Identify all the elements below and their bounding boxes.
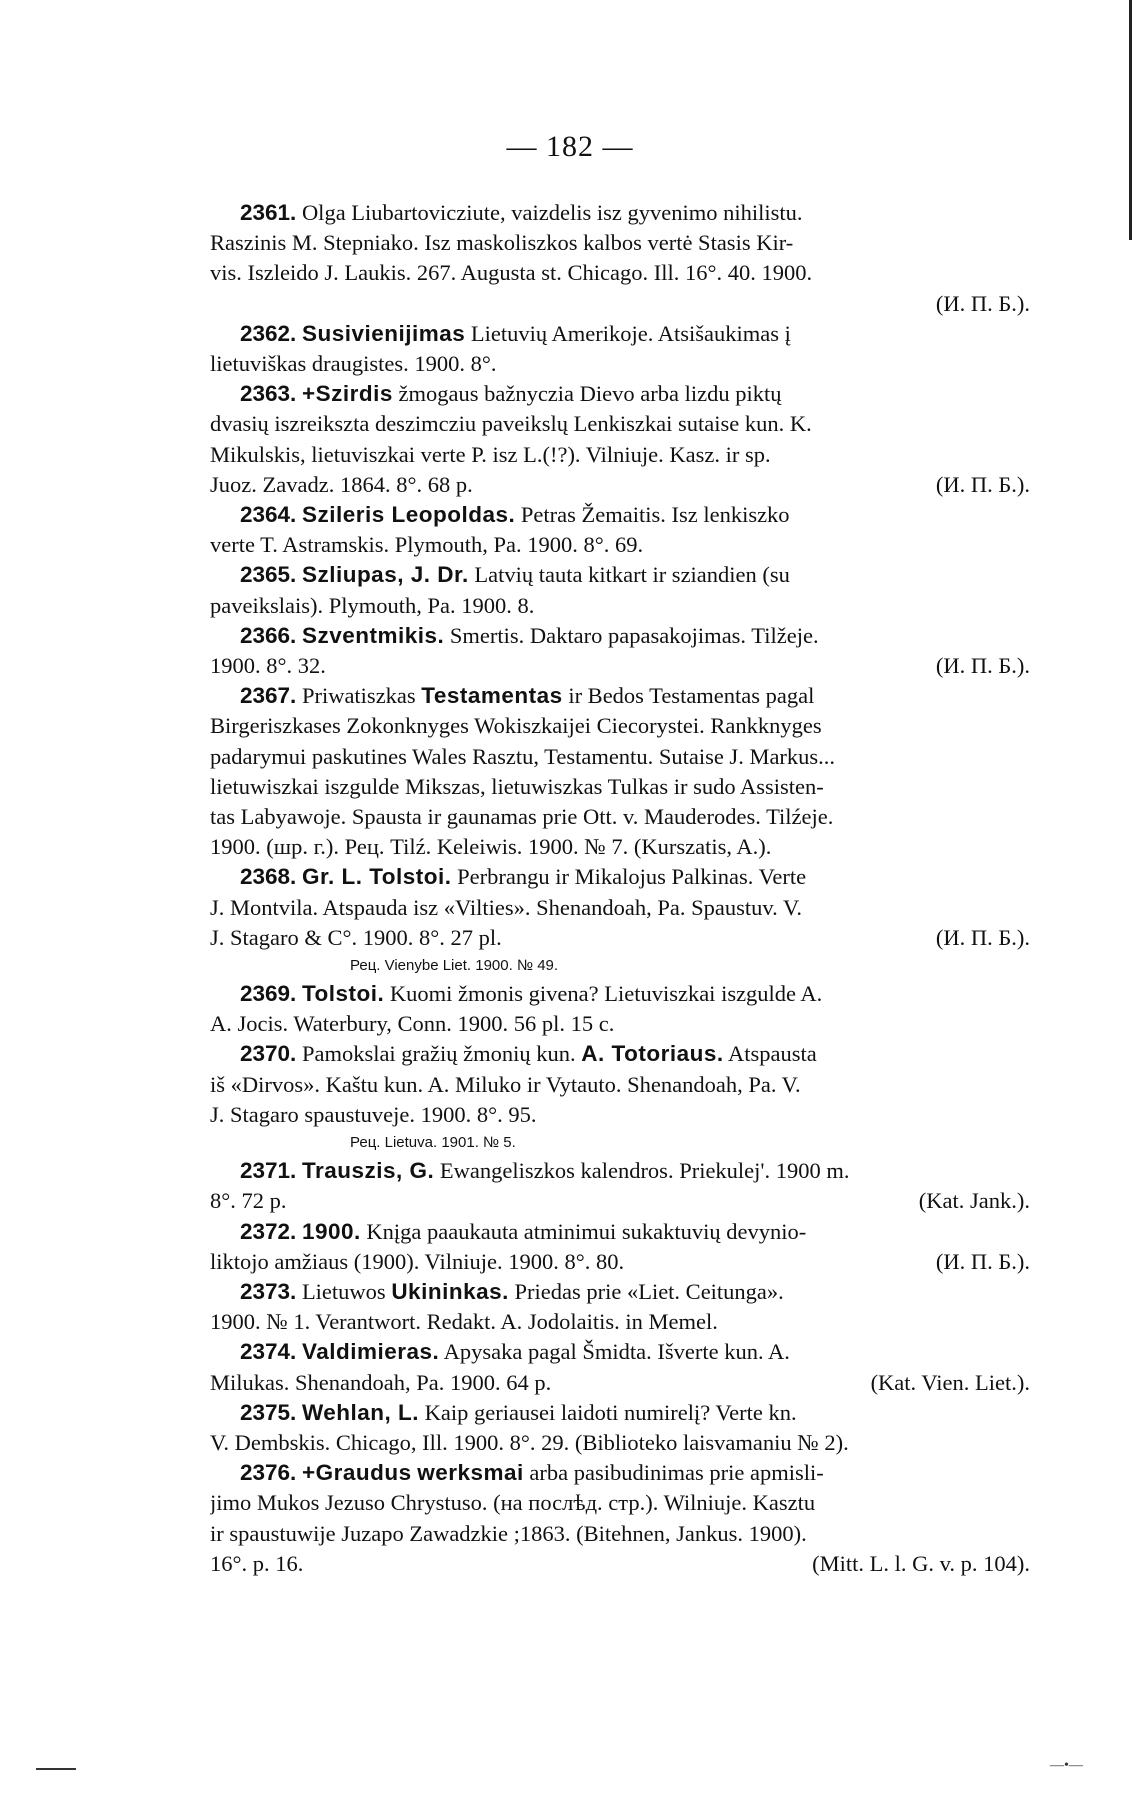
entry-line: vis. Iszleido J. Laukis. 267. Augusta st. Chicago. Ill. 16°. 40. 1900. <box>210 260 813 286</box>
entry-title: Szileris Leopoldas. <box>301 502 516 528</box>
entry-text: Milukas. Shenandoah, Pa. 1900. 64 p. <box>210 1369 552 1395</box>
source-siglum: (И. П. Б.). <box>935 1248 1030 1274</box>
entry-text: Lietuwos <box>301 1278 386 1304</box>
entry-2370-line <box>210 1039 1030 1069</box>
entry-line: Mikulskis, lietuviszkai verte P. isz L.(!?). Vilniuje. Kasz. ir sp. <box>210 441 771 467</box>
entry-title: werksmai <box>417 1460 524 1486</box>
entry-text: J. Stagaro & C°. 1900. 8°. 27 pl. <box>210 924 502 950</box>
entry-number: 2363. <box>240 381 297 407</box>
entry-text: Priwatiszkas <box>301 683 416 709</box>
review-note: Рец. Lietuva. 1901. № 5. <box>350 1134 516 1152</box>
entry-line: 1900. (шр. г.). Рец. Tilź. Keleiwis. 1900. № 7. (Kurszatis, A.). <box>210 834 772 860</box>
entry-text: Priedas prie «Liet. Ceitunga». <box>514 1278 784 1304</box>
entry-line <box>210 289 1030 319</box>
entry-number: 2376. <box>240 1460 297 1486</box>
entry-line: J. Stagaro spaustuveje. 1900. 8°. 95. <box>210 1101 537 1127</box>
entry-number: 2366. <box>240 622 297 648</box>
entry-title: Tolstoi. <box>301 981 385 1007</box>
bibliography-list <box>210 198 1030 1579</box>
entry-title: 1900. <box>301 1218 361 1244</box>
entry-2362-line <box>210 319 1030 349</box>
review-note: Рец. Vienybe Liet. 1900. № 49. <box>350 957 559 975</box>
entry-text: arba pasibudinimas prie apmisli- <box>529 1460 824 1486</box>
entry-number: 2362. <box>240 320 297 346</box>
entry-line <box>210 1368 1030 1398</box>
entry-2372-line <box>210 1217 1030 1247</box>
entry-title: Gr. L. Tolstoi. <box>301 864 452 890</box>
entry-text: Kuomi žmonis givena? Lietuviszkai iszgulde A. <box>389 981 823 1007</box>
entry-line: Raszinis M. Stepniako. Isz maskoliszkos kalbos vertė Stasis Kir- <box>210 230 794 256</box>
entry-2375-line <box>210 1398 1030 1428</box>
entry-line: lietuwiszkai iszgulde Mikszas, lietuwiszkas Tulkas ir sudo Assisten- <box>210 773 824 799</box>
entry-title: Susivienijimas <box>301 320 466 346</box>
source-siglum: (И. П. Б.). <box>935 290 1030 316</box>
entry-2368-line <box>210 862 1030 892</box>
entry-line <box>210 1549 1030 1579</box>
entry-text: Apysaka pagal Šmidta. Išverte kun. A. <box>443 1339 790 1365</box>
source-siglum: (Kat. Vien. Liet.). <box>870 1369 1030 1395</box>
entry-line: jimo Mukos Jezuso Chrystuso. (на послѣд. стр.). Wilniuje. Kasztu <box>210 1490 816 1516</box>
entry-2361-line <box>210 198 1030 228</box>
entry-text: Ewangeliszkos kalendros. Priekulej'. 1900 m. <box>439 1158 850 1184</box>
entry-text: 16°. p. 16. <box>210 1550 304 1576</box>
entry-text: Juoz. Zavadz. 1864. 8°. 68 p. <box>210 471 473 497</box>
entry-text: Kaip geriausei laidoti numirelį? Verte kn. <box>424 1399 797 1425</box>
source-siglum: (И. П. Б.). <box>935 924 1030 950</box>
page-number: — 182 — <box>506 130 634 163</box>
scan-margin-line <box>1129 0 1132 240</box>
entry-line <box>210 923 1030 953</box>
entry-number: 2373. <box>240 1278 297 1304</box>
entry-text: Atspausta <box>728 1041 817 1067</box>
entry-number: 2367. <box>240 683 297 709</box>
entry-line: tas Labyawoje. Spausta ir gaunamas prie Ott. v. Mauderodes. Tilźeje. <box>210 804 834 830</box>
entry-title: Testamentas <box>421 683 563 709</box>
entry-2374-line <box>210 1337 1030 1367</box>
entry-line <box>210 651 1030 681</box>
entry-2367-line <box>210 681 1030 711</box>
entry-number: 2365. <box>240 562 297 588</box>
source-siglum: (И. П. Б.). <box>935 653 1030 679</box>
entry-title: +Graudus <box>301 1460 412 1486</box>
source-siglum: (Kat. Jank.). <box>918 1188 1030 1214</box>
entry-line: lietuviškas draugistes. 1900. 8°. <box>210 351 497 377</box>
entry-2369-line <box>210 979 1030 1009</box>
entry-number: 2375. <box>240 1399 297 1425</box>
footer-mark: —•— <box>1050 1758 1083 1773</box>
entry-text: žmogaus bažnyczia Dievo arba lizdu piktų <box>398 381 782 407</box>
entry-number: 2368. <box>240 864 297 890</box>
entry-line: 1900. № 1. Verantwort. Redakt. A. Jodolaitis. in Memel. <box>210 1309 718 1335</box>
entry-title: Ukininkas. <box>391 1278 509 1304</box>
entry-number: 2370. <box>240 1041 297 1067</box>
entry-2365-line <box>210 560 1030 590</box>
entry-text: Knįga paaukauta atminimui sukaktuvių devynio- <box>366 1218 807 1244</box>
entry-text: Smertis. Daktaro papasakojimas. Tilžeje. <box>449 622 819 648</box>
entry-number: 2374. <box>240 1339 297 1365</box>
entry-title: Valdimieras. <box>301 1339 440 1365</box>
entry-2373-line <box>210 1277 1030 1307</box>
entry-number: 2369. <box>240 981 297 1007</box>
entry-2376-line <box>210 1458 1030 1488</box>
entry-text: ir Bedos Testamentas pagal <box>568 683 815 709</box>
entry-text: Latvių tauta kitkart ir sziandien (su <box>474 562 790 588</box>
entry-title: Trauszis, G. <box>301 1158 435 1184</box>
entry-text: 8°. 72 p. <box>210 1188 287 1214</box>
entry-2371-line <box>210 1156 1030 1186</box>
entry-number: 2361. <box>240 200 297 225</box>
entry-line: paveikslais). Plymouth, Pa. 1900. 8. <box>210 592 535 618</box>
entry-number: 2372. <box>240 1218 297 1244</box>
source-siglum: (И. П. Б.). <box>935 471 1030 497</box>
entry-title: +Szirdis <box>301 381 393 407</box>
entry-line: dvasių iszreikszta deszimcziu paveikslų Lenkiszkai sutaise kun. K. <box>210 411 812 437</box>
entry-line: verte T. Astramskis. Plymouth, Pa. 1900. 8°. 69. <box>210 532 644 558</box>
entry-title: Szventmikis. <box>301 622 445 648</box>
entry-text: Petras Žemaitis. Isz lenkiszko <box>520 502 790 528</box>
entry-text: Lietuvių Amerikoje. Atsišaukimas į <box>470 320 791 346</box>
entry-title: Wehlan, L. <box>301 1399 420 1425</box>
footer-rule-left <box>36 1768 76 1770</box>
entry-line <box>210 470 1030 500</box>
source-siglum: (Mitt. L. l. G. v. p. 104). <box>812 1550 1030 1576</box>
entry-number: 2371. <box>240 1158 297 1184</box>
entry-line <box>210 1247 1030 1277</box>
entry-number: 2364. <box>240 502 297 528</box>
entry-text: 1900. 8°. 32. <box>210 653 326 679</box>
entry-line: iš «Dirvos». Kaštu kun. A. Miluko ir Vytauto. Shenandoah, Pa. V. <box>210 1071 801 1097</box>
entry-text: Olga Liubartovicziute, vaizdelis isz gyvenimo nihilistu. <box>301 200 803 225</box>
entry-line: Birgeriszkases Zokonknyges Wokiszkaijei Ciecorystei. Rankknyges <box>210 713 822 739</box>
entry-line: ir spaustuwije Juzapo Zawadzkie ;1863. (Bitehnen, Jankus. 1900). <box>210 1520 807 1546</box>
entry-2364-line <box>210 500 1030 530</box>
entry-line <box>210 1186 1030 1216</box>
entry-2363-line <box>210 379 1030 409</box>
entry-2366-line <box>210 621 1030 651</box>
entry-title: A. Totoriaus. <box>581 1041 724 1067</box>
entry-line: A. Jocis. Waterbury, Conn. 1900. 56 pl. 15 c. <box>210 1011 615 1037</box>
entry-line: V. Dembskis. Chicago, Ill. 1900. 8°. 29. (Biblioteko laisvamaniu № 2). <box>210 1429 849 1455</box>
entry-text: Pamokslai gražių žmonių kun. <box>301 1041 576 1067</box>
entry-title: Szliupas, J. Dr. <box>301 562 469 588</box>
entry-text: Perbrangu ir Mikalojus Palkinas. Verte <box>457 864 807 890</box>
entry-line: padarymui paskutines Wales Rasztu, Testamentu. Sutaise J. Markus... <box>210 743 836 769</box>
entry-line: J. Montvila. Atspauda isz «Vilties». Shenandoah, Pa. Spaustuv. V. <box>210 894 802 920</box>
entry-text: liktojo amžiaus (1900). Vilniuje. 1900. 8°. 80. <box>210 1248 625 1274</box>
